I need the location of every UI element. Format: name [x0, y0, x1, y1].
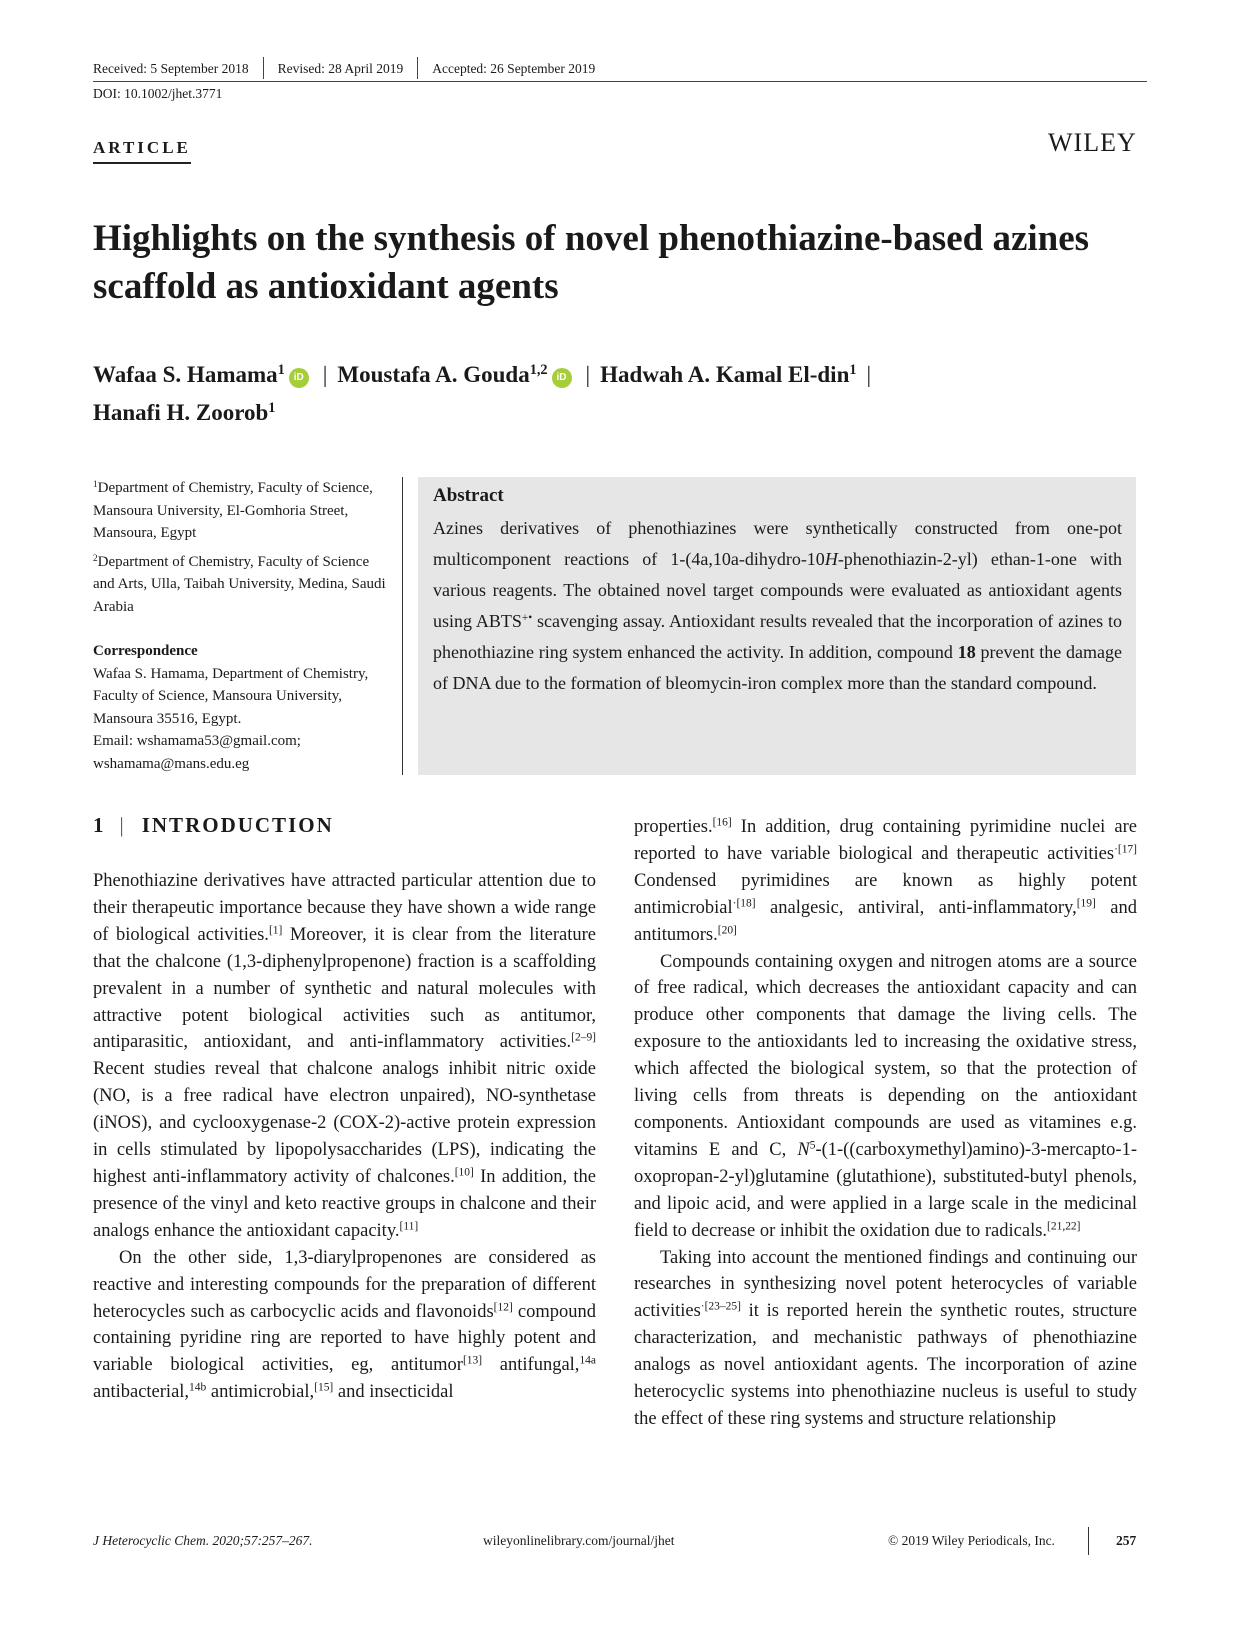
paragraph: Taking into account the mentioned findings and continuing our researches in synthesizing novel potent heterocycles of variable activities$^{\cdot[23-25]}$ it is reported herein the synthetic routes, structure characterization, and mechanistic pathways of phenothiazine analogs as novel antioxidant agents. The incorporation of azine heterocyclic systems into phenothiazine nucleus is useful to study the effect of these ring systems and structure relationship — [634, 1247, 1137, 1429]
citation[interactable]: [2–9] — [571, 1032, 596, 1045]
paragraph: On the other side, 1,3-diarylpropenones are considered as reactive and interesting compounds for the preparation of different heterocycles such as carbocyclic acids and flavonoids[12] compound containing pyridine ring are reported to have highly potent and variable biological activities, eg, antitumor[13] antifungal,$^{14a}$ antibacterial,$^{14b}$ antimicrobial,[15] and insecticidal — [93, 1247, 597, 1403]
orcid-icon[interactable]: iD — [552, 368, 572, 388]
author-name[interactable]: Moustafa A. Gouda$^{1,2}$ — [337, 362, 548, 387]
citation[interactable]: [1] — [268, 924, 283, 937]
abstract-box — [418, 477, 1136, 775]
citation[interactable]: [13] — [462, 1355, 483, 1368]
divider — [1088, 1527, 1089, 1555]
paragraph: properties.[16] In addition, drug containing pyrimidine nuclei are reported to have variable biological and therapeutic activities$^{\cdot[17]}$ Condensed pyrimidines are known as highly potent antimicrobial$^{\cdot[18]}$ analgesic, antiviral, anti-inflammatory,[19] and antitumors.[20] — [634, 816, 1137, 945]
author-name[interactable]: Hanafi H. Zoorob$^1$ — [93, 400, 276, 425]
article-dates — [93, 57, 1147, 82]
divider — [263, 57, 264, 79]
article-type-label: ARTICLE — [93, 138, 191, 164]
divider — [417, 57, 418, 79]
citation[interactable]: ·[18] — [732, 897, 756, 910]
correspondence-text: Wafaa S. Hamama, Department of Chemistry, Faculty of Science, Mansoura University, Mansoura 35516, Egypt. Email: wshamama53@gmail.com; wshamama@mans.edu.eg — [93, 665, 369, 772]
affiliations — [93, 477, 393, 775]
abstract-text: Azines derivatives of phenothiazines were synthetically constructed from one-pot multicomponent reactions of 1-(4a,10a-dihydro-10H-phenothiazin-2-yl) ethan-1-one with various reagents. The obtained novel target compounds were evaluated as antioxidant agents using ABTS+• scavenging assay. Antioxidant results revealed that the incorporation of azines to phenothiazine ring system enhanced the activity. In addition, compound 18 prevent the damage of DNA due to the formation of bleomycin-iron complex more than the standard compound. — [433, 518, 1122, 693]
affiliation: $^2$Department of Chemistry, Faculty of Science and Arts, Ulla, Taibah University, Medina, Saudi Arabia — [93, 553, 386, 615]
orcid-icon[interactable]: iD — [289, 368, 309, 388]
citation[interactable]: [12] — [493, 1301, 513, 1314]
copyright: © 2019 Wiley Periodicals, Inc. — [888, 1533, 1055, 1548]
citation[interactable]: ·[23–25] — [700, 1301, 741, 1314]
correspondence-email[interactable]: Email: wshamama53@gmail.com; wshamama@mans.edu.eg — [93, 733, 301, 772]
page-title: Highlights on the synthesis of novel phenothiazine-based azines scaffold as antioxidant agents — [93, 218, 1090, 307]
publisher-logo: WILEY — [1048, 128, 1137, 157]
body-column-left — [93, 868, 596, 1406]
citation[interactable]: [10] — [454, 1166, 474, 1179]
doi[interactable]: DOI: 10.1002/jhet.3771 — [93, 86, 223, 101]
page-number: 257 — [1116, 1533, 1137, 1548]
citation[interactable]: ·[17] — [1114, 843, 1137, 856]
citation[interactable]: [19] — [1076, 897, 1096, 910]
citation[interactable]: [16] — [712, 816, 732, 829]
correspondence-heading: Correspondence — [93, 643, 198, 659]
journal-url[interactable]: wileyonlinelibrary.com/journal/jhet — [483, 1533, 675, 1548]
journal-citation: J Heterocyclic Chem. 2020;57:257–267. — [93, 1533, 313, 1548]
section-heading: 1 | INTRODUCTION — [93, 813, 334, 837]
citation[interactable]: 14b — [189, 1381, 207, 1394]
paragraph: Phenothiazine derivatives have attracted particular attention due to their therapeutic importance because they have shown a wide range of biological activities.[1] Moreover, it is clear from the literature that the chalcone (1,3-diphenylpropenone) fraction is a scaffolding prevalent in a number of synthetic and natural molecules with attractive potent biological activities such as antitumor, antiparasitic, antioxidant, and anti-inflammatory activities.[2–9] Recent studies reveal that chalcone analogs inhibit nitric oxide (NO, is a free radical have electron unpaired), NO-synthetase (iNOS), and cyclooxygenase-2 (COX-2)-active protein expression in cells stimulated by lipopolysaccharides (LPS), indicating the highest anti-inflammatory activity of chalcones.[10] In addition, the presence of the vinyl and keto reactive groups in chalcone and their analogs enhance the antioxidant capacity.[11] — [93, 871, 596, 1241]
citation[interactable]: [21,22] — [1047, 1220, 1081, 1233]
author-list: Wafaa S. Hamama$^1$ iD | Moustafa A. Gouda$^{1,2}$ iD | Hadwah A. Kamal El-din$^1$ | Hanafi H. Zoorob$^1$ — [93, 362, 872, 425]
body-column-right — [634, 814, 1137, 1433]
divider — [402, 477, 403, 775]
citation[interactable]: [15] — [314, 1381, 334, 1394]
revised-date: Revised: 28 April 2019 — [277, 61, 404, 76]
affiliation: $^1$Department of Chemistry, Faculty of Science, Mansoura University, El-Gomhoria Street, Mansoura, Egypt — [93, 479, 373, 541]
citation[interactable]: [20] — [717, 924, 737, 937]
accepted-date: Accepted: 26 September 2019 — [432, 61, 596, 76]
received-date: Received: 5 September 2018 — [93, 61, 249, 76]
abstract-heading: Abstract — [433, 485, 504, 506]
citation[interactable]: [11] — [399, 1220, 419, 1233]
paragraph: Compounds containing oxygen and nitrogen atoms are a source of free radical, which decreases the antioxidant capacity and can produce other components that damage the living cells. The exposure to the antioxidants led to increasing the oxidative stress, which affected the biological system, so that the protection of living cells from threats is depending on the antioxidant components. Antioxidant compounds are used as vitamines e.g. vitamins E and C, $N^5-(1-((carboxymethyl)amino)-3-mercapto-1-oxopropan-2-yl)glutamine$ (glutathione), substituted-butyl phenols, and lipoic acid, and were applied in a large scale in the medicinal field to decrease or inhibit the oxidation due to radicals.[21,22] — [634, 951, 1137, 1241]
citation[interactable]: 14a — [579, 1355, 596, 1368]
author-name[interactable]: Hadwah A. Kamal El-din$^1$ — [600, 362, 857, 387]
author-name[interactable]: Wafaa S. Hamama$^1$ — [93, 362, 285, 387]
